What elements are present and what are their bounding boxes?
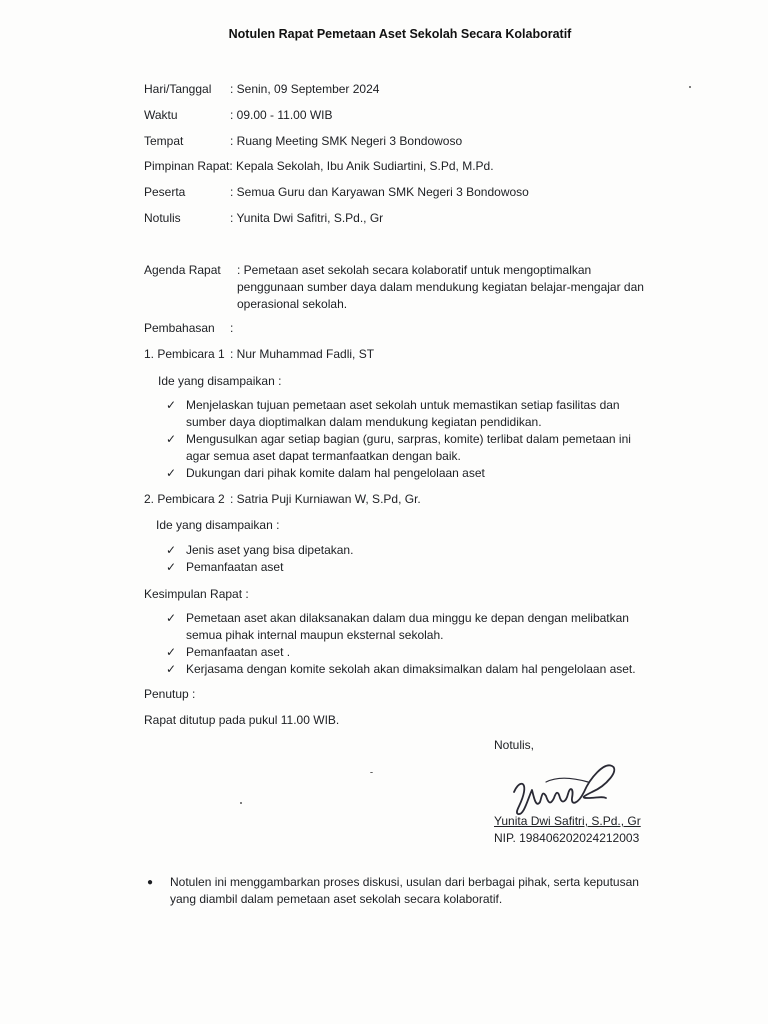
info-label: Waktu — [144, 108, 178, 122]
info-value: : Ruang Meeting SMK Negeri 3 Bondowoso — [230, 134, 463, 148]
kesimpulan-label: Kesimpulan Rapat : — [144, 587, 249, 601]
info-label: Notulis — [144, 211, 181, 225]
check-icon: ✓ — [166, 645, 177, 659]
info-row-pimpinan — [144, 159, 494, 174]
check-icon: ✓ — [166, 662, 177, 676]
list-item — [166, 397, 631, 431]
list-item-line: Dukungan dari pihak komite dalam hal pengelolaan aset — [186, 466, 485, 480]
penutup-text: Rapat ditutup pada pukul 11.00 WIB. — [144, 713, 340, 727]
list-item — [166, 431, 631, 465]
speaker2-ideas-label: Ide yang disampaikan : — [156, 518, 280, 532]
info-row-peserta — [144, 185, 529, 200]
penutup-label: Penutup : — [144, 687, 196, 701]
list-item-line: Menjelaskan tujuan pemetaan aset sekolah untuk memastikan setiap fasilitas dan — [186, 398, 620, 412]
list-item-line: Pemanfaatan aset . — [186, 645, 291, 659]
list-item-line: Jenis aset yang bisa dipetakan. — [186, 543, 354, 557]
check-icon: ✓ — [166, 432, 177, 446]
speaker1-ideas-label: Ide yang disampaikan : — [158, 374, 282, 388]
list-item-line: Pemetaan aset akan dilaksanakan dalam dua minggu ke depan dengan melibatkan — [186, 611, 629, 625]
check-icon: ✓ — [166, 611, 177, 625]
speaker2-ideas-list — [166, 542, 353, 576]
info-row-tempat — [144, 134, 462, 149]
list-item-line: Kerjasama dengan komite sekolah akan dimaksimalkan dalam hal pengelolaan aset. — [186, 662, 636, 676]
scan-speck — [240, 802, 242, 804]
signature-name: Yunita Dwi Safitri, S.Pd., Gr — [494, 814, 641, 828]
speaker2-label: 2. Pembicara 2 — [144, 492, 225, 506]
check-icon: ✓ — [166, 543, 177, 557]
info-value: : Kepala Sekolah, Ibu Anik Sudiartini, S.Pd, M.Pd. — [229, 159, 494, 173]
info-row-notulis — [144, 211, 383, 226]
list-item — [166, 644, 636, 661]
pembahasan-colon: : — [230, 321, 234, 335]
list-item — [166, 559, 353, 576]
info-row-hari — [144, 82, 379, 97]
list-item-line: semua pihak internal maupun eksternal sekolah. — [186, 628, 444, 642]
list-item-line: agar semua aset dapat termanfaatkan dengan baik. — [186, 449, 461, 463]
speaker2-name: : Satria Puji Kurniawan W, S.Pd, Gr. — [230, 492, 421, 506]
speaker1-ideas-list — [166, 397, 631, 482]
list-item — [166, 661, 636, 678]
list-item-line: Mengusulkan agar setiap bagian (guru, sarpras, komite) terlibat dalam pemetaan ini — [186, 432, 631, 446]
list-item — [166, 465, 631, 482]
info-row-waktu — [144, 108, 333, 123]
pembahasan-label: Pembahasan — [144, 321, 215, 335]
document-title: Notulen Rapat Pemetaan Aset Sekolah Secara Kolaboratif — [228, 27, 572, 41]
bullet-icon: ● — [147, 877, 154, 888]
info-label: Pimpinan Rapat — [144, 159, 230, 173]
kesimpulan-list — [166, 610, 636, 678]
agenda-line: : Pemetaan aset sekolah secara kolaboratif untuk mengoptimalkan — [237, 263, 592, 277]
agenda-line: penggunaan sumber daya dalam mendukung kegiatan belajar-mengajar dan — [237, 280, 644, 294]
agenda-line: operasional sekolah. — [237, 297, 348, 311]
footer-text — [170, 874, 650, 908]
footer-line: yang diambil dalam pemetaan aset sekolah secara kolaboratif. — [170, 892, 503, 906]
scan-speck — [370, 772, 373, 773]
footer-line: Notulen ini menggambarkan proses diskusi, usulan dari berbagai pihak, serta keputusan — [170, 875, 639, 889]
check-icon: ✓ — [166, 560, 177, 574]
info-value: : Yunita Dwi Safitri, S.Pd., Gr — [230, 211, 384, 225]
info-label: Peserta — [144, 185, 186, 199]
check-icon: ✓ — [166, 398, 177, 412]
speaker1-name: : Nur Muhammad Fadli, ST — [230, 347, 375, 361]
info-value: : 09.00 - 11.00 WIB — [230, 108, 333, 122]
agenda-text — [237, 262, 667, 313]
signature-heading: Notulis, — [494, 738, 535, 752]
check-icon: ✓ — [166, 466, 177, 480]
info-label: Hari/Tanggal — [144, 82, 212, 96]
list-item-line: sumber daya dioptimalkan dalam mendukung kegiatan pendidikan. — [186, 415, 542, 429]
signature-nip: NIP. 198406202024212003 — [494, 831, 640, 845]
speaker1-label: 1. Pembicara 1 — [144, 347, 225, 361]
list-item — [166, 610, 636, 644]
info-label: Tempat — [144, 134, 184, 148]
info-value: : Semua Guru dan Karyawan SMK Negeri 3 Bondowoso — [230, 185, 529, 199]
info-value: : Senin, 09 September 2024 — [230, 82, 380, 96]
list-item-line: Pemanfaatan aset — [186, 560, 284, 574]
list-item — [166, 542, 353, 559]
agenda-label: Agenda Rapat — [144, 263, 221, 277]
scan-speck — [689, 86, 691, 88]
